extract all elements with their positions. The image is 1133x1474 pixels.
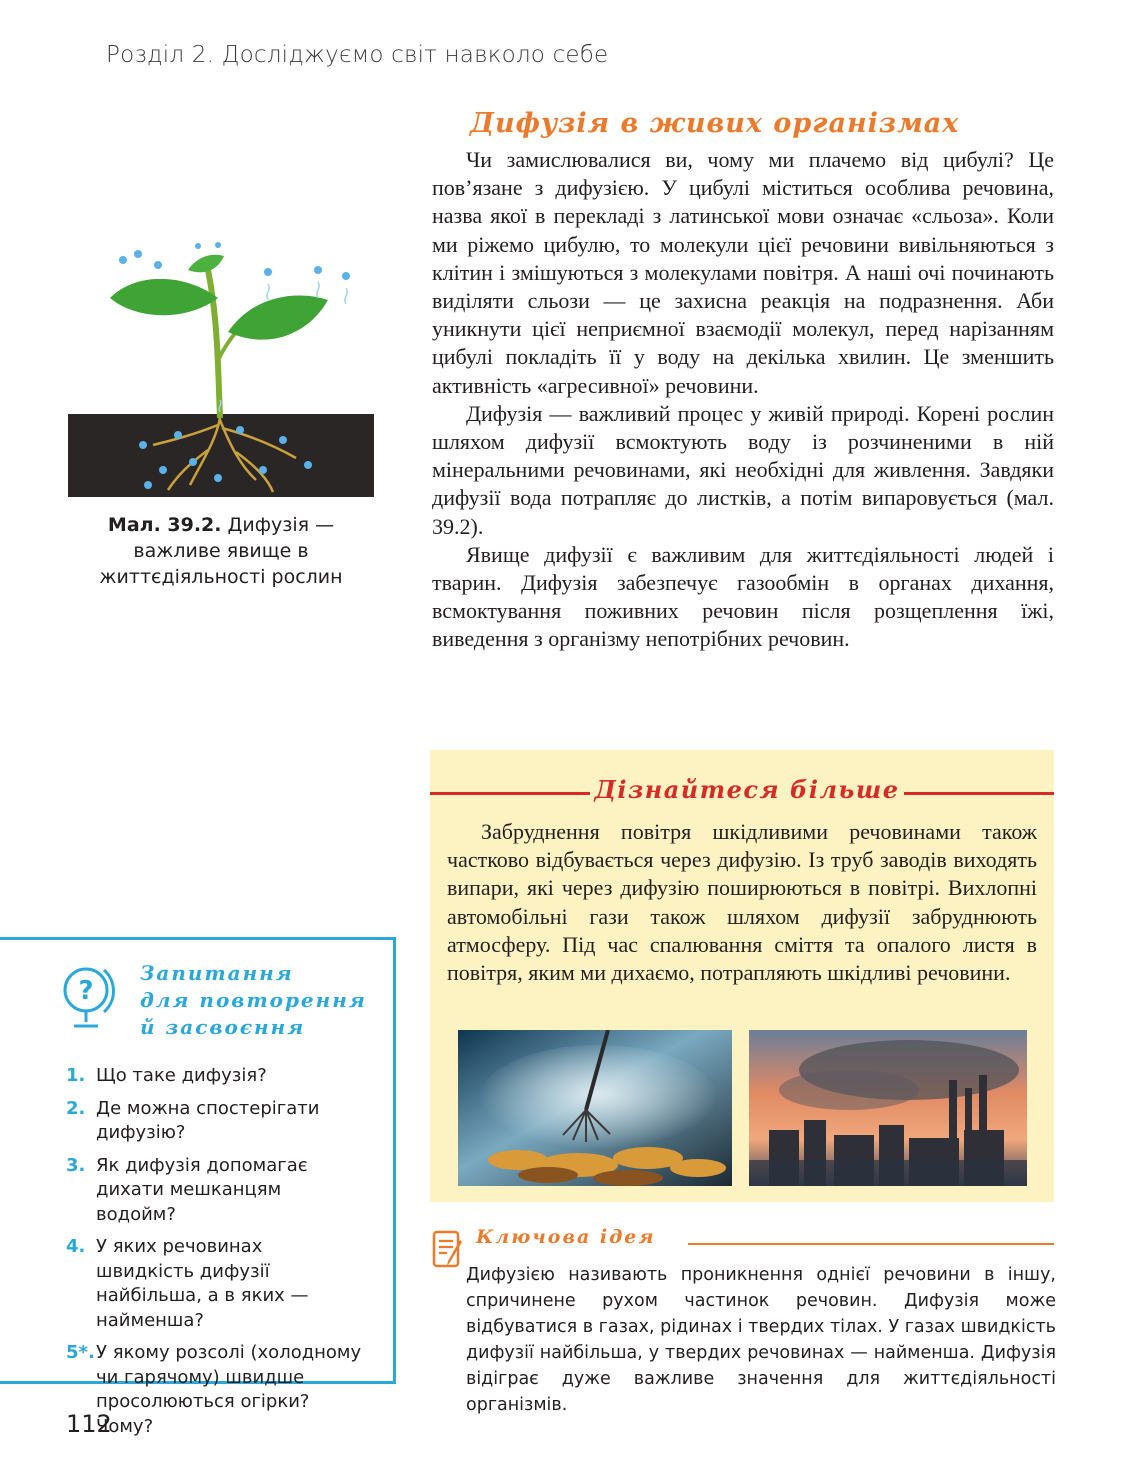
question-text: Що таке дифузія? xyxy=(96,1065,267,1086)
figure-label: Мал. 39.2. xyxy=(107,514,222,536)
main-text xyxy=(432,146,1054,654)
questions-title-line-1: Запитання xyxy=(140,961,294,985)
learn-more-paragraph: Забруднення повітря шкідливими речовинами також частково відбувається через дифузію. Із труб заводів виходять випари, які через дифузію поширюються в повітрі. Вихлопні автомобільні гази також шляхом дифузії забруднюють атмосферу. Під час спалювання сміття та опалого листя в повітря, яким ми дихаємо, потрапляють шкідливі речовини. xyxy=(447,819,1037,986)
question-text: Як дифузія допомагає дихати мешканцям водойм? xyxy=(96,1154,308,1225)
question-item xyxy=(66,1235,366,1333)
learn-more-divider-right xyxy=(904,792,1054,795)
globe-question-icon xyxy=(60,962,118,1032)
learn-more-title: Дізнайтеся більше xyxy=(592,775,902,804)
factory-smoke-photo xyxy=(749,1030,1027,1186)
question-number: 3. xyxy=(66,1154,86,1176)
figure-caption xyxy=(68,512,374,590)
question-number: 2. xyxy=(66,1097,86,1119)
questions-title-line-3: й засвоєння xyxy=(140,1015,306,1039)
question-item xyxy=(66,1154,366,1228)
learn-more-divider-left xyxy=(430,792,590,795)
running-header: Розділ 2. Досліджуємо світ навколо себе xyxy=(106,42,609,68)
burning-leaves-photo xyxy=(458,1030,732,1186)
key-idea-divider xyxy=(688,1243,1054,1245)
plant-illustration xyxy=(68,240,374,497)
plant-diffusion-figure xyxy=(68,240,374,497)
question-number: 1. xyxy=(66,1065,86,1086)
question-text: У яких речовинах швидкість дифузії найбільша, а в яких — найменша? xyxy=(96,1236,309,1331)
key-idea-title: Ключова ідея xyxy=(476,1226,656,1248)
figure-caption-text: Дифузія — важливе явище в життєдіяльності рослин xyxy=(99,514,343,588)
svg-text:?: ? xyxy=(78,976,94,1006)
page-number: 112 xyxy=(66,1410,112,1438)
paragraph-1: Чи замислювалися ви, чому ми плачемо від цибулі? Це пов’язане з дифузією. У цибулі міститься особлива речовина, назва якої в перекладі з латинської мови означає «сльоза». Коли ми ріжемо цибулю, то молекули цієї речовини вивільняються з клітин і змішуються з молекулами повітря. А наші очі починають виділяти сльози — це захисна реакція на подразнення. Аби уникнути цієї неприємної взаємодії молекул, перед нарізанням цибулі покладіть її у воду на декілька хвилин. Це зменшить активність «агресивної» речовини. xyxy=(432,147,1054,398)
burning-leaves-image xyxy=(458,1030,732,1186)
learn-more-text xyxy=(447,818,1037,987)
question-item xyxy=(66,1064,366,1089)
factory-smoke-image xyxy=(749,1030,1027,1186)
paragraph-3: Явище дифузії є важливим для життєдіяльності людей і тварин. Дифузія забезпечує газообмін в органах дихання, всмоктування поживних речовин після розщеплення їжі, виведення з організму непотрібних речовин. xyxy=(432,541,1054,652)
questions-title-line-2: для повторення xyxy=(140,988,367,1012)
question-number: 4. xyxy=(66,1236,86,1257)
questions-title xyxy=(140,960,367,1041)
questions-list xyxy=(66,1064,366,1447)
question-text: Де можна спостерігати дифузію? xyxy=(96,1097,320,1143)
key-idea-paragraph: Дифузією називають проникнення однієї речовини в іншу, спричинене рухом частинок речовин. Дифузія може відбуватися в газах, рідинах і твердих тілах. У газах швидкість дифузії найбільша, у твердих речовинах — найменша. Дифузія відіграє дуже важливе значення для життєдіяльності організмів. xyxy=(466,1265,1056,1415)
question-number: 5*. xyxy=(66,1342,95,1363)
question-text: У якому розсолі (холодному чи гарячому) швидше просолюються огірки? Чому? xyxy=(96,1342,362,1437)
question-item xyxy=(66,1097,366,1146)
section-title: Дифузія в живих організмах xyxy=(470,108,960,139)
key-idea-text xyxy=(432,1262,1056,1418)
paragraph-2: Дифузія — важливий процес у живій природі. Корені рослин шляхом дифузії всмоктують воду із розчиненими в ній мінеральними речовинами, які необхідні для живлення. Завдяки дифузії вода потрапляє до листків, а потім випаровується (мал. 39.2). xyxy=(432,400,1054,539)
